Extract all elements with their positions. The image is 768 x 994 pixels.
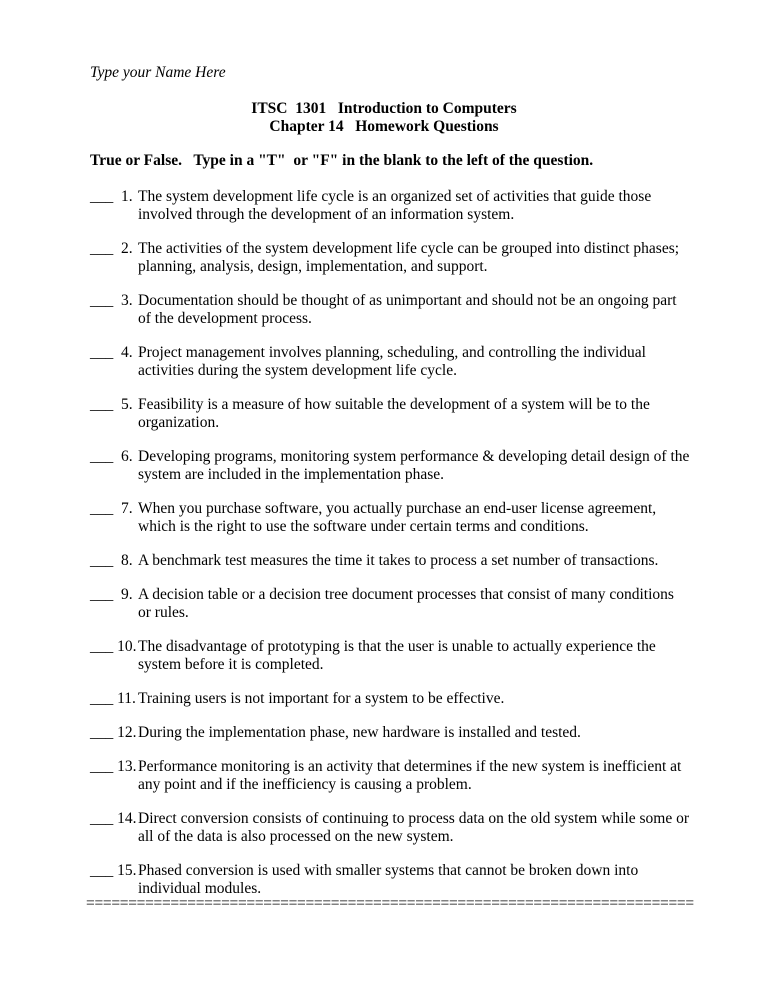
question-item (90, 344, 690, 380)
question-text: Training users is not important for a system to be effective. (138, 690, 505, 707)
question-text: Performance monitoring is an activity that determines if the new system is inefficient at any point and if the inefficiency is causing a problem. (138, 758, 682, 793)
question-text: Project management involves planning, scheduling, and controlling the individual activities during the system development life cycle. (138, 344, 646, 379)
question-item (90, 500, 690, 536)
question-item (90, 396, 690, 432)
answer-blank[interactable]: ___ 5. (90, 396, 133, 413)
question-text: When you purchase software, you actually purchase an end-user license agreement, which is the right to use the software under certain terms and conditions. (138, 500, 657, 535)
answer-blank[interactable]: ___ 4. (90, 344, 133, 361)
question-text: The activities of the system development life cycle can be grouped into distinct phases; planning, analysis, design, implementation, and support. (138, 240, 680, 275)
question-text: Direct conversion consists of continuing to process data on the old system while some or all of the data is also processed on the new system. (138, 810, 690, 845)
instructions: True or False. Type in a "T" or "F" in the blank to the left of the question. (90, 152, 594, 169)
question-item (90, 724, 690, 742)
question-text: A benchmark test measures the time it takes to process a set number of transactions. (138, 552, 659, 569)
answer-blank[interactable]: ___ 10. (90, 638, 137, 655)
question-text: Documentation should be thought of as unimportant and should not be an ongoing part of the development process. (138, 292, 677, 327)
answer-blank[interactable]: ___ 13. (90, 758, 137, 775)
answer-blank[interactable]: ___ 3. (90, 292, 133, 309)
answer-blank[interactable]: ___ 1. (90, 188, 133, 205)
question-item (90, 810, 690, 846)
question-item (90, 586, 690, 622)
question-item (90, 292, 690, 328)
question-text: A decision table or a decision tree document processes that consist of many conditions or rules. (138, 586, 674, 621)
question-text: The system development life cycle is an organized set of activities that guide those involved through the development of an information system. (138, 188, 652, 223)
chapter-subtitle: Chapter 14 Homework Questions (269, 118, 499, 135)
answer-blank[interactable]: ___ 7. (90, 500, 133, 517)
question-item (90, 552, 690, 570)
question-item (90, 690, 690, 708)
question-text: Feasibility is a measure of how suitable the development of a system will be to the organization. (138, 396, 650, 431)
separator-line: ======================================================================== (86, 895, 694, 912)
course-title: ITSC 1301 Introduction to Computers (251, 100, 517, 117)
question-text: During the implementation phase, new hardware is installed and tested. (138, 724, 581, 741)
question-text: Phased conversion is used with smaller systems that cannot be broken down into individual modules. (138, 862, 639, 897)
question-text: Developing programs, monitoring system performance & developing detail design of the system are included in the implementation phase. (138, 448, 690, 483)
question-item (90, 240, 690, 276)
answer-blank[interactable]: ___ 11. (90, 690, 136, 707)
question-item (90, 638, 690, 674)
answer-blank[interactable]: ___ 14. (90, 810, 137, 827)
answer-blank[interactable]: ___ 2. (90, 240, 133, 257)
answer-blank[interactable]: ___ 8. (90, 552, 133, 569)
answer-blank[interactable]: ___ 15. (90, 862, 137, 879)
answer-blank[interactable]: ___ 9. (90, 586, 133, 603)
question-item (90, 758, 690, 794)
question-text: The disadvantage of prototyping is that the user is unable to actually experience the system before it is completed. (138, 638, 656, 673)
answer-blank[interactable]: ___ 12. (90, 724, 137, 741)
answer-blank[interactable]: ___ 6. (90, 448, 133, 465)
question-item (90, 862, 690, 898)
student-name-placeholder[interactable]: Type your Name Here (90, 64, 226, 81)
question-item (90, 448, 690, 484)
question-item (90, 188, 690, 224)
